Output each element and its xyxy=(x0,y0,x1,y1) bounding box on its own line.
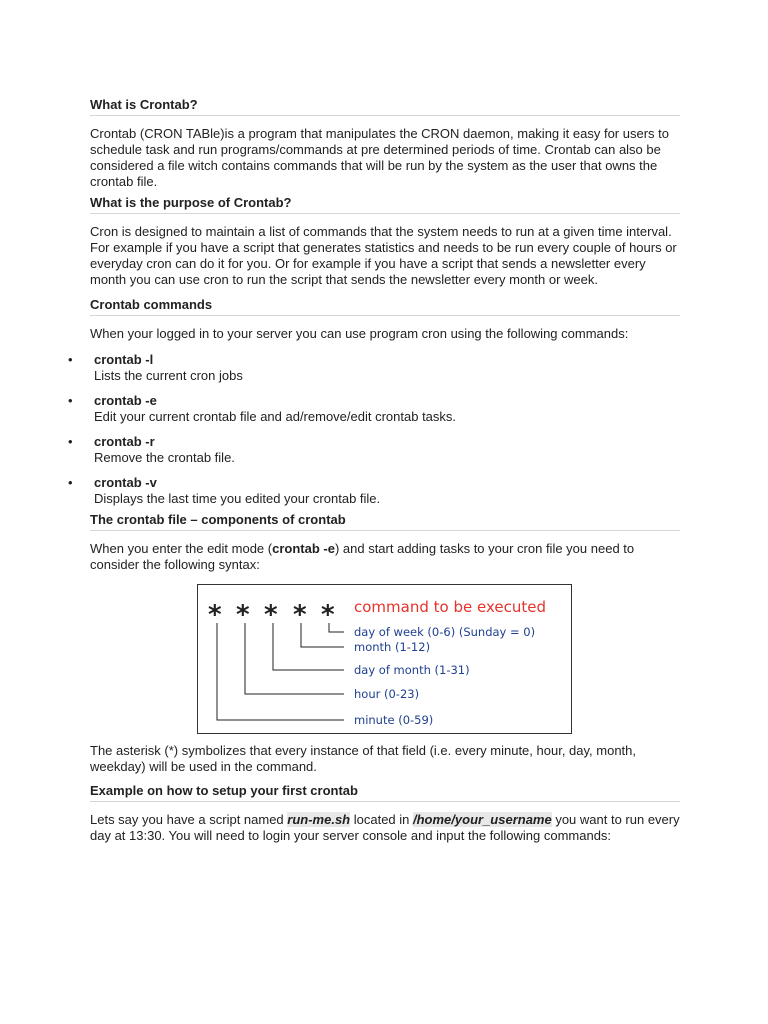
asterisk-hour: * xyxy=(236,600,250,630)
list-item xyxy=(68,352,680,384)
heading-what-is-crontab: What is Crontab? xyxy=(90,97,680,116)
label-day-of-month: day of month (1-31) xyxy=(354,663,470,677)
command-name: crontab -l xyxy=(94,352,154,367)
diagram-svg xyxy=(198,585,573,735)
list-item xyxy=(68,475,680,507)
intro-text-before: When you enter the edit mode ( xyxy=(90,541,273,556)
bullet: • xyxy=(68,475,73,490)
document-content xyxy=(68,97,680,844)
label-minute: minute (0-59) xyxy=(354,713,434,727)
command-name: crontab -r xyxy=(94,434,155,449)
paragraph-file-intro xyxy=(90,541,680,573)
crontab-syntax-diagram xyxy=(197,584,572,734)
script-path: /home/your_username xyxy=(413,812,552,827)
command-label: command to be executed xyxy=(354,598,546,616)
bullet: • xyxy=(68,434,73,449)
asterisk-month: * xyxy=(293,600,307,630)
intro-command: crontab -e xyxy=(272,541,335,556)
command-description: Lists the current cron jobs xyxy=(94,368,243,383)
example-text-2: located in xyxy=(350,812,413,827)
label-day-of-week: day of week (0-6) (Sunday = 0) xyxy=(354,625,536,639)
bullet: • xyxy=(68,393,73,408)
script-name: run-me.sh xyxy=(287,812,351,827)
example-text-3: you want to run every day at 13:30. You will need to login your server console and input the following commands: xyxy=(90,812,680,843)
heading-example: Example on how to setup your first crontab xyxy=(90,783,680,802)
list-item xyxy=(68,434,680,466)
asterisk-day-of-month: * xyxy=(264,600,278,630)
paragraph-purpose-2: For example if you have a script that generates statistics and needs to be run every couple of hours or everyday cron can do it for you. Or for example if you have a script that sends a newsletter every month you can use cron to run the script that sends the newsletter every month or week. xyxy=(90,240,677,287)
example-text-1: Lets say you have a script named xyxy=(90,812,288,827)
intro-text-after: ) and start adding tasks to your cron file you need to consider the following syntax: xyxy=(90,541,635,572)
label-month: month (1-12) xyxy=(354,640,431,654)
command-name: crontab -v xyxy=(94,475,157,490)
connector-minute xyxy=(217,623,344,720)
command-description: Remove the crontab file. xyxy=(94,450,235,465)
bullet: • xyxy=(68,352,73,367)
command-description: Edit your current crontab file and ad/remove/edit crontab tasks. xyxy=(94,409,457,424)
asterisk-day-of-week: * xyxy=(321,600,335,630)
paragraph-purpose-1: Cron is designed to maintain a list of commands that the system needs to run at a given time interval. xyxy=(90,224,672,239)
asterisk-minute: * xyxy=(208,600,222,630)
command-name: crontab -e xyxy=(94,393,157,408)
paragraph-what-is-crontab: Crontab (CRON TABle)is a program that manipulates the CRON daemon, making it easy for users to schedule task and run programs/commands at pre determined periods of time. Crontab can also be considered a file witch contains commands that will be run by the system as the user that owns the crontab file. xyxy=(90,126,669,189)
list-item xyxy=(68,393,680,425)
command-description: Displays the last time you edited your crontab file. xyxy=(94,491,381,506)
command-list xyxy=(68,352,680,507)
heading-purpose: What is the purpose of Crontab? xyxy=(90,195,680,214)
heading-crontab-commands: Crontab commands xyxy=(90,297,680,316)
label-hour: hour (0-23) xyxy=(354,687,420,701)
paragraph-asterisk-meaning: The asterisk (*) symbolizes that every instance of that field (i.e. every minute, hour, day, month, weekday) will be used in the command. xyxy=(90,743,636,774)
connector-hour xyxy=(245,623,344,694)
paragraph-commands-intro: When your logged in to your server you can use program cron using the following commands: xyxy=(90,326,629,341)
paragraph-example xyxy=(90,812,680,844)
heading-crontab-file: The crontab file – components of crontab xyxy=(90,512,680,531)
